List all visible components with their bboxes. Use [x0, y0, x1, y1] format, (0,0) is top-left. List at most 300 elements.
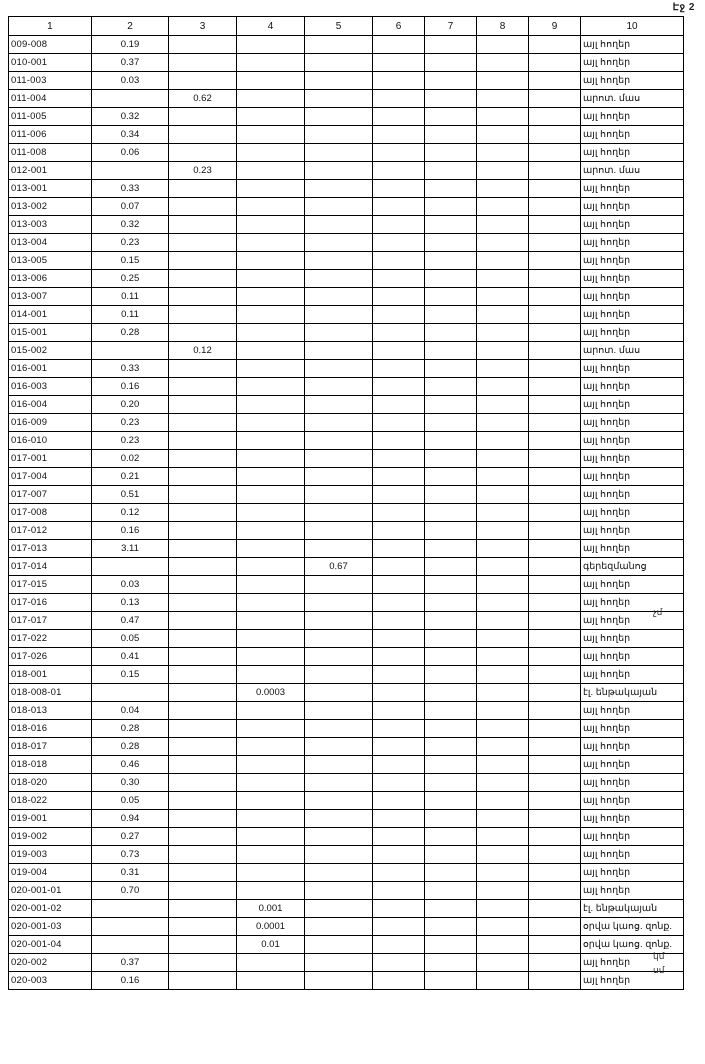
- cell-5: [305, 162, 373, 180]
- cell-5: [305, 486, 373, 504]
- cell-8: [477, 432, 529, 450]
- table-row: [9, 522, 684, 540]
- cell-9: [529, 648, 581, 666]
- cell-5: [305, 846, 373, 864]
- cell-9: [529, 342, 581, 360]
- table-row: [9, 234, 684, 252]
- cell-10: էլ. ենթակայան: [581, 684, 684, 702]
- cell-3: [169, 828, 237, 846]
- cell-3: [169, 576, 237, 594]
- cell-10: այլ հողեր: [581, 882, 684, 900]
- cell-6: [373, 612, 425, 630]
- table-row: [9, 576, 684, 594]
- cell-6: [373, 756, 425, 774]
- cell-5: [305, 918, 373, 936]
- cell-1: 017-015: [9, 576, 92, 594]
- cell-1: 016-001: [9, 360, 92, 378]
- cell-6: [373, 810, 425, 828]
- cell-8: [477, 954, 529, 972]
- cell-3: [169, 468, 237, 486]
- cell-4: [237, 432, 305, 450]
- cell-10: այլ հողեր: [581, 396, 684, 414]
- cell-1: 019-004: [9, 864, 92, 882]
- cell-4: [237, 720, 305, 738]
- cell-3: [169, 900, 237, 918]
- table-row: [9, 288, 684, 306]
- cell-4: [237, 792, 305, 810]
- cell-9: [529, 702, 581, 720]
- cell-10: այլ հողեր: [581, 738, 684, 756]
- cell-4: [237, 558, 305, 576]
- cell-6: [373, 594, 425, 612]
- cell-3: [169, 810, 237, 828]
- cell-9: [529, 234, 581, 252]
- cell-4: [237, 522, 305, 540]
- cell-9: [529, 306, 581, 324]
- cell-4: [237, 864, 305, 882]
- cell-9: [529, 54, 581, 72]
- cell-3: [169, 432, 237, 450]
- cell-2: 0.11: [92, 288, 169, 306]
- cell-4: [237, 756, 305, 774]
- cell-5: [305, 828, 373, 846]
- cell-4: [237, 72, 305, 90]
- column-header-8: 8: [477, 17, 529, 36]
- cell-6: [373, 288, 425, 306]
- cell-2: 0.37: [92, 54, 169, 72]
- cell-6: [373, 792, 425, 810]
- cell-1: 013-004: [9, 234, 92, 252]
- cell-9: [529, 360, 581, 378]
- cell-5: [305, 972, 373, 990]
- table-row: [9, 684, 684, 702]
- column-header-10: 10: [581, 17, 684, 36]
- cell-6: [373, 144, 425, 162]
- cell-1: 013-003: [9, 216, 92, 234]
- cell-5: [305, 90, 373, 108]
- cell-4: [237, 234, 305, 252]
- cell-4: [237, 486, 305, 504]
- cell-1: 018-013: [9, 702, 92, 720]
- table-row: [9, 882, 684, 900]
- cell-9: [529, 252, 581, 270]
- cell-3: [169, 702, 237, 720]
- cell-2: 0.19: [92, 36, 169, 54]
- cell-1: 017-008: [9, 504, 92, 522]
- cell-5: [305, 720, 373, 738]
- cell-10: այլ հողեր: [581, 630, 684, 648]
- cell-2: 0.21: [92, 468, 169, 486]
- table-row: [9, 54, 684, 72]
- cell-7: [425, 36, 477, 54]
- cell-3: [169, 360, 237, 378]
- cell-3: [169, 522, 237, 540]
- table-row: [9, 936, 684, 954]
- cell-8: [477, 216, 529, 234]
- cell-6: [373, 108, 425, 126]
- cell-4: [237, 450, 305, 468]
- cell-3: [169, 306, 237, 324]
- cell-6: [373, 684, 425, 702]
- cell-1: 017-012: [9, 522, 92, 540]
- cell-5: [305, 738, 373, 756]
- column-header-7: 7: [425, 17, 477, 36]
- cell-1: 012-001: [9, 162, 92, 180]
- cell-8: [477, 504, 529, 522]
- cell-8: [477, 414, 529, 432]
- cell-4: [237, 612, 305, 630]
- cell-9: [529, 828, 581, 846]
- cell-6: [373, 306, 425, 324]
- cell-6: [373, 126, 425, 144]
- table-row: [9, 846, 684, 864]
- cell-2: 0.23: [92, 234, 169, 252]
- cell-9: [529, 288, 581, 306]
- cell-10: այլ հողեր: [581, 180, 684, 198]
- table-row: [9, 342, 684, 360]
- cell-4: [237, 774, 305, 792]
- cell-3: [169, 504, 237, 522]
- cell-10: այլ հողեր: [581, 648, 684, 666]
- cell-8: [477, 522, 529, 540]
- cell-10: այլ հողեր: [581, 144, 684, 162]
- cell-3: [169, 72, 237, 90]
- cell-2: 0.37: [92, 954, 169, 972]
- table-row: [9, 594, 684, 612]
- cell-4: [237, 324, 305, 342]
- cell-1: 018-020: [9, 774, 92, 792]
- table-row: [9, 630, 684, 648]
- cell-4: [237, 540, 305, 558]
- cell-7: [425, 720, 477, 738]
- cell-3: [169, 684, 237, 702]
- cell-6: [373, 954, 425, 972]
- cell-3: [169, 882, 237, 900]
- table-row: [9, 666, 684, 684]
- cell-5: [305, 810, 373, 828]
- cell-5: [305, 864, 373, 882]
- cell-4: [237, 360, 305, 378]
- cell-10: այլ հողեր: [581, 486, 684, 504]
- cell-6: [373, 486, 425, 504]
- cell-7: [425, 360, 477, 378]
- cell-10: այլ հողեր: [581, 216, 684, 234]
- cell-9: [529, 936, 581, 954]
- cell-9: [529, 972, 581, 990]
- cell-3: [169, 774, 237, 792]
- cell-2: 0.30: [92, 774, 169, 792]
- cell-9: [529, 108, 581, 126]
- cell-1: 020-001-03: [9, 918, 92, 936]
- cell-9: [529, 738, 581, 756]
- table-row: [9, 468, 684, 486]
- cell-2: 0.73: [92, 846, 169, 864]
- cell-3: [169, 972, 237, 990]
- cell-6: [373, 378, 425, 396]
- cell-5: [305, 576, 373, 594]
- cell-7: [425, 630, 477, 648]
- cell-2: [92, 90, 169, 108]
- cell-10: այլ հողեր: [581, 864, 684, 882]
- cell-1: 016-003: [9, 378, 92, 396]
- cell-10: այլ հողեր: [581, 288, 684, 306]
- cell-4: [237, 738, 305, 756]
- cell-4: [237, 414, 305, 432]
- cell-6: [373, 576, 425, 594]
- cell-5: [305, 396, 373, 414]
- cell-3: [169, 594, 237, 612]
- cell-6: [373, 198, 425, 216]
- cell-6: [373, 504, 425, 522]
- cell-10: այլ հողեր: [581, 954, 684, 972]
- cell-2: 0.23: [92, 432, 169, 450]
- cell-1: 011-008: [9, 144, 92, 162]
- cell-10: այլ հողեր: [581, 612, 684, 630]
- cell-7: [425, 144, 477, 162]
- cell-5: [305, 36, 373, 54]
- cell-2: 0.06: [92, 144, 169, 162]
- cell-4: 0.0001: [237, 918, 305, 936]
- cell-5: [305, 666, 373, 684]
- table-row: [9, 918, 684, 936]
- cell-6: [373, 558, 425, 576]
- cell-1: 020-001-04: [9, 936, 92, 954]
- cell-1: 020-003: [9, 972, 92, 990]
- table-body: [9, 17, 684, 990]
- cell-2: 0.13: [92, 594, 169, 612]
- cell-2: [92, 900, 169, 918]
- cell-4: [237, 288, 305, 306]
- cell-5: [305, 270, 373, 288]
- cell-4: [237, 396, 305, 414]
- cell-8: [477, 306, 529, 324]
- cell-10: այլ հողեր: [581, 702, 684, 720]
- cell-10: այլ հողեր: [581, 126, 684, 144]
- cell-7: [425, 252, 477, 270]
- cell-8: [477, 162, 529, 180]
- cell-5: [305, 252, 373, 270]
- cell-4: [237, 198, 305, 216]
- cell-7: [425, 126, 477, 144]
- table-header-row: [9, 17, 684, 36]
- cell-8: [477, 144, 529, 162]
- table-row: [9, 360, 684, 378]
- cell-8: [477, 360, 529, 378]
- cell-8: [477, 684, 529, 702]
- land-registry-table: [8, 16, 684, 990]
- cell-1: 017-001: [9, 450, 92, 468]
- cell-4: [237, 162, 305, 180]
- cell-3: [169, 270, 237, 288]
- cell-10: այլ հողեր: [581, 522, 684, 540]
- cell-1: 018-017: [9, 738, 92, 756]
- cell-5: [305, 594, 373, 612]
- cell-9: [529, 162, 581, 180]
- cell-9: [529, 954, 581, 972]
- cell-10: այլ հողեր: [581, 846, 684, 864]
- cell-5: [305, 648, 373, 666]
- cell-6: [373, 360, 425, 378]
- cell-8: [477, 396, 529, 414]
- cell-5: [305, 234, 373, 252]
- cell-3: [169, 756, 237, 774]
- cell-6: [373, 666, 425, 684]
- cell-4: 0.01: [237, 936, 305, 954]
- cell-6: [373, 234, 425, 252]
- cell-9: [529, 450, 581, 468]
- cell-4: [237, 648, 305, 666]
- cell-4: [237, 54, 305, 72]
- cell-2: 0.31: [92, 864, 169, 882]
- cell-5: [305, 540, 373, 558]
- table-row: [9, 450, 684, 468]
- cell-4: [237, 90, 305, 108]
- cell-4: [237, 846, 305, 864]
- table-row: [9, 828, 684, 846]
- table-row: [9, 540, 684, 558]
- table-row: [9, 864, 684, 882]
- cell-1: 013-007: [9, 288, 92, 306]
- cell-9: [529, 594, 581, 612]
- cell-7: [425, 864, 477, 882]
- cell-6: [373, 162, 425, 180]
- cell-7: [425, 702, 477, 720]
- cell-6: [373, 180, 425, 198]
- cell-2: 0.51: [92, 486, 169, 504]
- cell-4: [237, 180, 305, 198]
- cell-5: [305, 522, 373, 540]
- cell-1: 019-003: [9, 846, 92, 864]
- cell-3: [169, 936, 237, 954]
- cell-9: [529, 540, 581, 558]
- cell-3: [169, 288, 237, 306]
- cell-5: [305, 756, 373, 774]
- cell-6: [373, 432, 425, 450]
- margin-note-3: սմ: [653, 965, 665, 975]
- cell-4: [237, 216, 305, 234]
- cell-1: 017-007: [9, 486, 92, 504]
- cell-8: [477, 378, 529, 396]
- cell-2: [92, 918, 169, 936]
- cell-5: [305, 504, 373, 522]
- margin-notes: [641, 0, 703, 1064]
- cell-1: 020-001-01: [9, 882, 92, 900]
- cell-3: [169, 738, 237, 756]
- cell-2: 0.33: [92, 360, 169, 378]
- cell-3: [169, 648, 237, 666]
- cell-9: [529, 522, 581, 540]
- cell-5: [305, 216, 373, 234]
- cell-7: [425, 954, 477, 972]
- cell-10: այլ հողեր: [581, 54, 684, 72]
- cell-8: [477, 936, 529, 954]
- column-header-2: 2: [92, 17, 169, 36]
- cell-4: [237, 378, 305, 396]
- cell-6: [373, 72, 425, 90]
- cell-9: [529, 900, 581, 918]
- cell-8: [477, 792, 529, 810]
- cell-5: [305, 360, 373, 378]
- cell-8: [477, 36, 529, 54]
- cell-5: [305, 468, 373, 486]
- cell-2: 0.07: [92, 198, 169, 216]
- cell-8: [477, 774, 529, 792]
- cell-5: [305, 900, 373, 918]
- cell-10: գերեզմանոց: [581, 558, 684, 576]
- cell-6: [373, 36, 425, 54]
- cell-8: [477, 828, 529, 846]
- cell-6: [373, 270, 425, 288]
- cell-3: [169, 144, 237, 162]
- cell-6: [373, 630, 425, 648]
- cell-9: [529, 414, 581, 432]
- cell-6: [373, 450, 425, 468]
- cell-10: այլ հողեր: [581, 810, 684, 828]
- cell-9: [529, 90, 581, 108]
- table-row: [9, 414, 684, 432]
- cell-2: 0.16: [92, 522, 169, 540]
- cell-1: 016-010: [9, 432, 92, 450]
- cell-5: [305, 144, 373, 162]
- cell-9: [529, 630, 581, 648]
- cell-2: 0.46: [92, 756, 169, 774]
- cell-7: [425, 306, 477, 324]
- cell-7: [425, 486, 477, 504]
- cell-10: այլ հողեր: [581, 756, 684, 774]
- cell-3: [169, 396, 237, 414]
- table-row: [9, 612, 684, 630]
- cell-4: [237, 702, 305, 720]
- cell-10: այլ հողեր: [581, 378, 684, 396]
- cell-6: [373, 540, 425, 558]
- cell-2: [92, 162, 169, 180]
- cell-1: 019-002: [9, 828, 92, 846]
- cell-5: [305, 936, 373, 954]
- cell-3: [169, 792, 237, 810]
- cell-9: [529, 180, 581, 198]
- cell-5: [305, 72, 373, 90]
- cell-1: 017-013: [9, 540, 92, 558]
- cell-8: [477, 72, 529, 90]
- cell-7: [425, 918, 477, 936]
- cell-4: [237, 972, 305, 990]
- cell-2: 3.11: [92, 540, 169, 558]
- table-row: [9, 180, 684, 198]
- table-row: [9, 648, 684, 666]
- cell-5: [305, 108, 373, 126]
- cell-7: [425, 540, 477, 558]
- table-row: [9, 396, 684, 414]
- cell-7: [425, 882, 477, 900]
- cell-7: [425, 468, 477, 486]
- cell-2: 0.32: [92, 108, 169, 126]
- margin-note-2: կմ: [653, 951, 665, 961]
- cell-7: [425, 432, 477, 450]
- cell-8: [477, 846, 529, 864]
- cell-1: 013-001: [9, 180, 92, 198]
- cell-4: [237, 594, 305, 612]
- cell-6: [373, 324, 425, 342]
- cell-3: [169, 252, 237, 270]
- cell-8: [477, 558, 529, 576]
- cell-6: [373, 918, 425, 936]
- cell-6: [373, 882, 425, 900]
- cell-8: [477, 180, 529, 198]
- cell-4: 0.0003: [237, 684, 305, 702]
- cell-3: [169, 666, 237, 684]
- cell-2: 0.03: [92, 576, 169, 594]
- cell-8: [477, 288, 529, 306]
